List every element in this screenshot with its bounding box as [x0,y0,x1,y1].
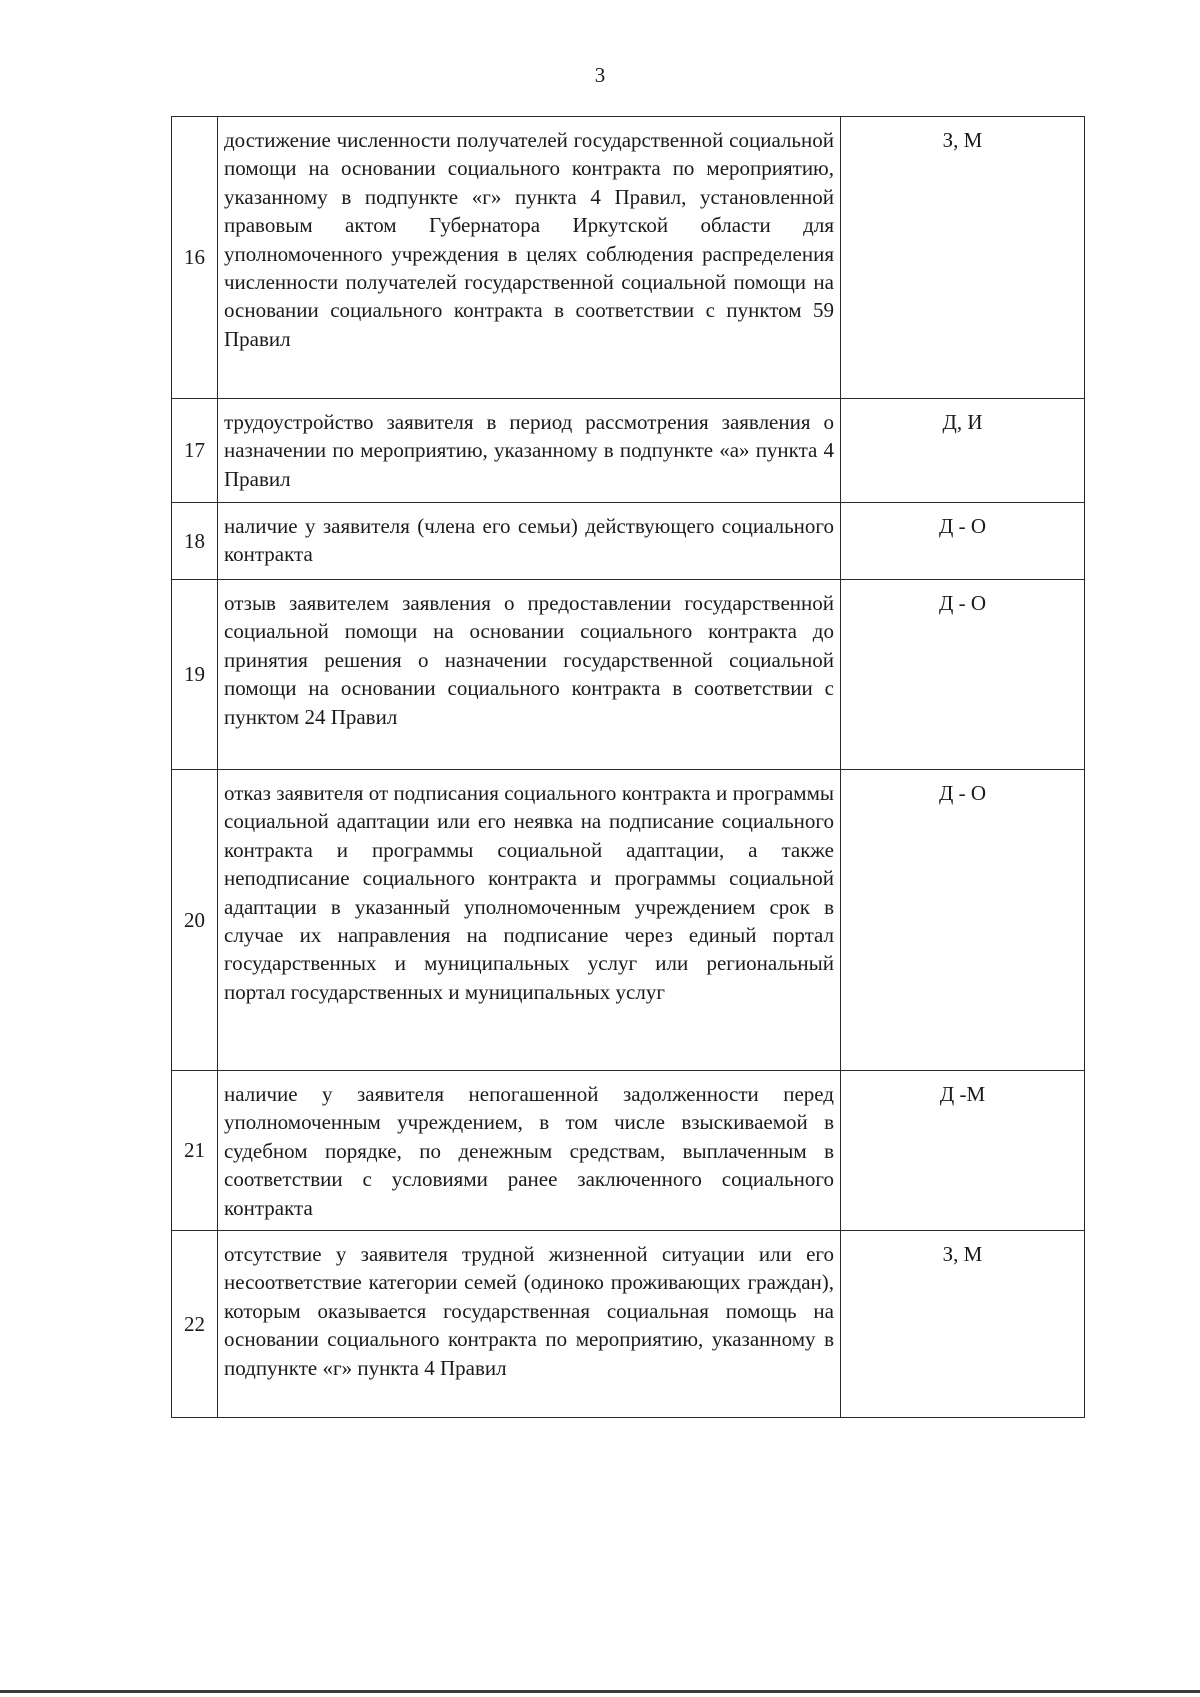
table-row [172,117,1085,399]
table-row [172,1231,1085,1418]
row-text: наличие у заявителя непогашенной задолженности перед уполномоченным учреждением, в том числе взыскиваемой в судебном порядке, по денежным средствам, выплаченным в соответствии с условиями ранее заключенного социального контракта [218,1071,841,1231]
row-code: Д - О [841,770,1085,1071]
row-code: З, М [841,117,1085,399]
row-number: 20 [172,770,218,1071]
page-number: 3 [594,63,606,87]
table-row [172,503,1085,580]
table-row [172,1071,1085,1231]
row-number: 21 [172,1071,218,1231]
row-number: 19 [172,580,218,770]
row-code: Д, И [841,399,1085,503]
row-code: Д - О [841,503,1085,580]
row-number: 18 [172,503,218,580]
row-code: Д - О [841,580,1085,770]
grounds-table [171,116,1085,1418]
row-text: трудоустройство заявителя в период рассмотрения заявления о назначении по мероприятию, указанному в подпункте «а» пункта 4 Правил [218,399,841,503]
row-code: З, М [841,1231,1085,1418]
table-row [172,770,1085,1071]
scan-bottom-edge [0,1690,1200,1693]
table-row [172,399,1085,503]
row-text: отсутствие у заявителя трудной жизненной ситуации или его несоответствие категории семей (одиноко проживающих граждан), которым оказывается государственная социальная помощь на основании социального контракта по мероприятию, указанному в подпункте «г» пункта 4 Правил [218,1231,841,1418]
row-number: 16 [172,117,218,399]
row-code: Д -М [841,1071,1085,1231]
table-row [172,580,1085,770]
row-number: 17 [172,399,218,503]
row-text: достижение численности получателей государственной социальной помощи на основании социального контракта по мероприятию, указанному в подпункте «г» пункта 4 Правил, установленной правовым актом Губернатора Иркутской области для уполномоченного учреждения в целях соблюдения распределения численности получателей государственной социальной помощи на основании социального контракта в соответствии с пунктом 59 Правил [218,117,841,399]
row-text: отказ заявителя от подписания социального контракта и программы социальной адаптации или его неявка на подписание социального контракта и программы социальной адаптации, а также неподписание социального контракта и программы социальной адаптации в указанный уполномоченным учреждением срок в случае их направления на подписание через единый портал государственных и муниципальных услуг или региональный портал государственных и муниципальных услуг [218,770,841,1071]
row-text: отзыв заявителем заявления о предоставлении государственной социальной помощи на основании социального контракта до принятия решения о назначении государственной социальной помощи на основании социального контракта в соответствии с пунктом 24 Правил [218,580,841,770]
row-text: наличие у заявителя (члена его семьи) действующего социального контракта [218,503,841,580]
row-number: 22 [172,1231,218,1418]
